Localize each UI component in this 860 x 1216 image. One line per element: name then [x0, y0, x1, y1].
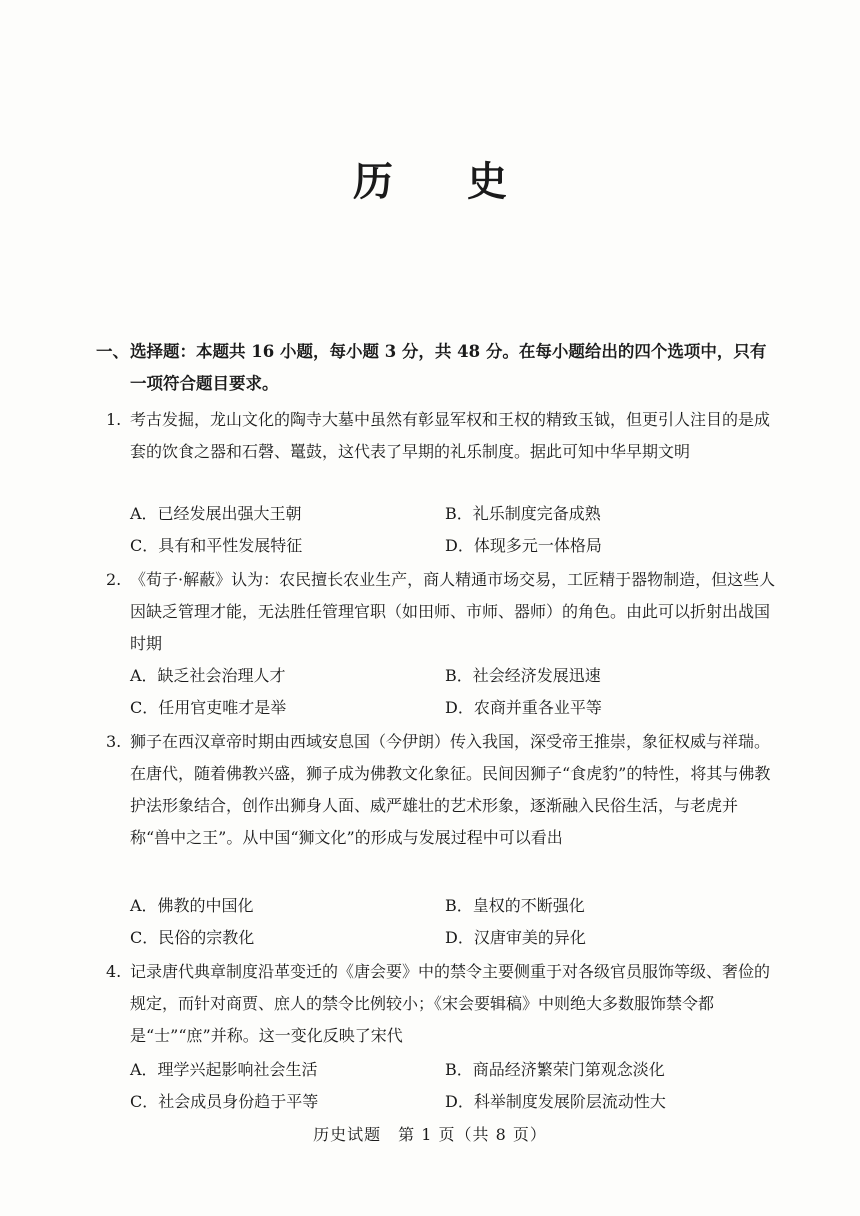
option-d: D．体现多元一体格局	[445, 536, 602, 555]
question-2	[106, 564, 776, 660]
option-a: A．已经发展出强大王朝	[130, 504, 302, 523]
option-b: B．皇权的不断强化	[445, 896, 585, 915]
section-instructions: 选择题：本题共 16 小题，每小题 3 分，共 48 分。在每小题给出的四个选项中，只有一项符合题目要求。	[130, 342, 767, 393]
option-a: A．理学兴起影响社会生活	[130, 1060, 318, 1079]
option-c: C．具有和平性发展特征	[130, 536, 303, 555]
option-a: A．佛教的中国化	[130, 896, 254, 915]
question-stem: 狮子在西汉章帝时期由西域安息国（今伊朗）传入我国，深受帝王推崇，象征权威与祥瑞。在唐代，随着佛教兴盛，狮子成为佛教文化象征。民间因狮子“食虎豹”的特性，将其与佛教护法形象结合，创作出狮身人面、威严雄壮的艺术形象，逐渐融入民俗生活，与老虎并称“兽中之王”。从中国“狮文化”的形成与发展过程中可以看出	[130, 732, 771, 847]
question-number: 2.	[106, 570, 122, 589]
question-number: 3.	[106, 732, 122, 751]
question-1	[106, 404, 776, 468]
page-title: 历 史	[353, 158, 537, 205]
question-3	[106, 726, 776, 854]
question-stem: 考古发掘，龙山文化的陶寺大墓中虽然有彰显军权和王权的精致玉钺，但更引人注目的是成套的饮食之器和石磬、鼍鼓，这代表了早期的礼乐制度。据此可知中华早期文明	[130, 410, 771, 461]
question-stem: 《荀子·解蔽》认为：农民擅长农业生产，商人精通市场交易，工匠精于器物制造，但这些人因缺乏管理才能，无法胜任管理官职（如田师、市师、器师）的角色。由此可以折射出战国时期	[130, 570, 776, 653]
section-number: 一、	[96, 342, 129, 361]
question-number: 1.	[106, 410, 122, 429]
option-c: C．社会成员身份趋于平等	[130, 1092, 319, 1111]
option-d: D．农商并重各业平等	[445, 698, 602, 717]
option-d: D．科举制度发展阶层流动性大	[445, 1092, 666, 1111]
option-b: B．社会经济发展迅速	[445, 666, 601, 685]
section-heading	[96, 336, 776, 400]
question-number: 4.	[106, 962, 122, 981]
option-b: B．礼乐制度完备成熟	[445, 504, 601, 523]
question-4	[106, 956, 776, 1052]
option-a: A．缺乏社会治理人才	[130, 666, 286, 685]
option-c: C．民俗的宗教化	[130, 928, 255, 947]
option-b: B．商品经济繁荣门第观念淡化	[445, 1060, 665, 1079]
page-footer: 历史试题 第 1 页（共 8 页）	[313, 1125, 547, 1144]
question-stem: 记录唐代典章制度沿革变迁的《唐会要》中的禁令主要侧重于对各级官员服饰等级、奢俭的规定，而针对商贾、庶人的禁令比例较小；《宋会要辑稿》中则绝大多数服饰禁令都是“士”“庶”并称。这一变化反映了宋代	[130, 962, 771, 1045]
option-d: D．汉唐审美的异化	[445, 928, 586, 947]
option-c: C．任用官吏唯才是举	[130, 698, 287, 717]
